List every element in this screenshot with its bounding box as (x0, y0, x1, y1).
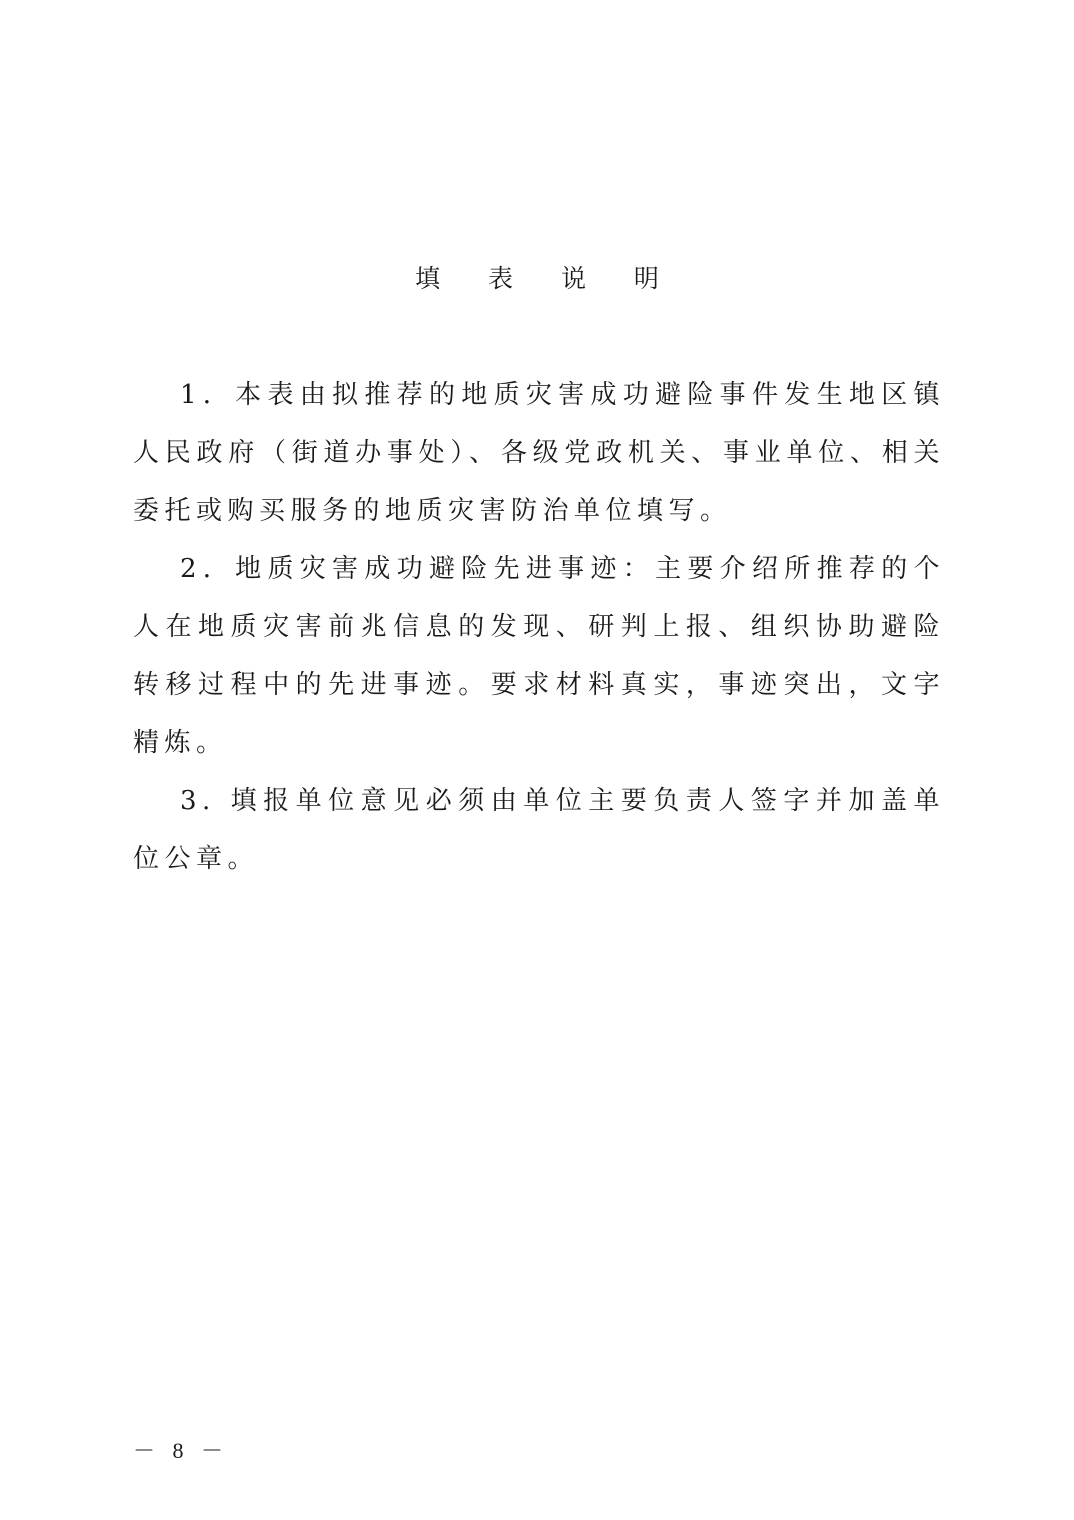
page-title: 填 表 说 明 (415, 264, 679, 293)
instructions-body (133, 366, 945, 888)
page-number: － 8 － (133, 1438, 230, 1463)
instruction-paragraph-2: 2．地质灾害成功避险先进事迹：主要介绍所推荐的个人在地质灾害前兆信息的发现、研判上报、组织协助避险转移过程中的先进事迹。要求材料真实，事迹突出，文字精炼。 (133, 554, 945, 758)
instruction-paragraph-1: 1．本表由拟推荐的地质灾害成功避险事件发生地区镇人民政府（街道办事处）、各级党政机关、事业单位、相关委托或购买服务的地质灾害防治单位填写。 (133, 380, 945, 526)
instruction-paragraph-3: 3. 填报单位意见必须由单位主要负责人签字并加盖单位公章。 (133, 786, 945, 874)
